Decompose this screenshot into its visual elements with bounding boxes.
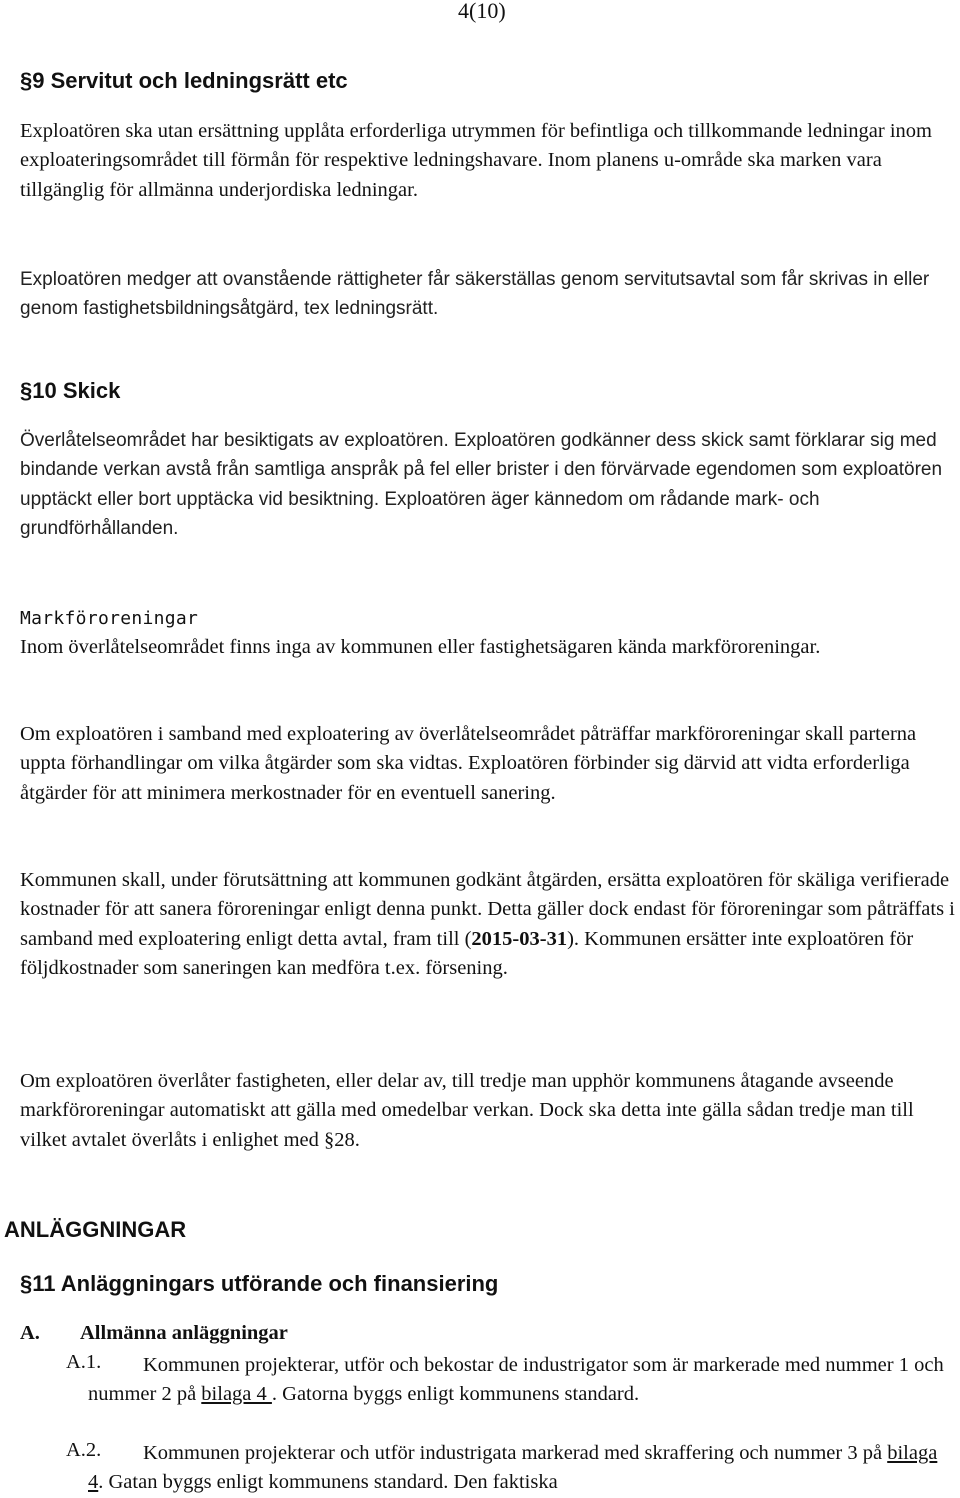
paragraph-4-text-a: Kommunen skall, under förutsättning att kommunen godkänt åtgärden, ersätta exploatören för skäliga verifierade kostnader för att sanera föroreningar enligt denna punkt. Detta gäller dock endast för föroreningar som påträffats i samband med exploatering enligt detta avtal, fram till ( <box>20 869 955 950</box>
bilaga-4-link[interactable]: bilaga 4 <box>88 1442 938 1494</box>
bilaga-4-link[interactable]: bilaga 4 <box>201 1383 272 1406</box>
section-9-paragraph-2: Exploatören medger att ovanstående rättigheter får säkerställas genom servitutsavtal som får skrivas in eller genom fastighetsbildningsåtgärd, tex ledningsrätt. <box>20 269 930 320</box>
section-10-paragraph-3: Om exploatören i samband med exploatering av överlåtelseområdet påträffar markföroreningar skall parterna uppta förhandlingar om vilka åtgärder som ska vidtas. Exploatören förbinder sig därvid att vidta erforderliga åtgärder för att minimera merkostnader för en eventuell sanering. <box>20 723 917 804</box>
section-11-heading: §11 Anläggningars utförande och finansiering <box>20 1271 499 1296</box>
item-a1-text-b: . Gatorna byggs enligt kommunens standard. <box>271 1383 640 1406</box>
section-9-paragraph-1: Exploatören ska utan ersättning upplåta erforderliga utrymmen för befintliga och tillkommande ledningar inom exploateringsområdet till förmån för respektive ledningshavare. Inom planens u-område ska marken vara tillgänglig för allmänna underjordiska ledningar. <box>20 120 932 201</box>
section-9-heading: §9 Servitut och ledningsrätt etc <box>20 68 348 93</box>
anlaggningar-heading: ANLÄGGNINGAR <box>4 1217 187 1242</box>
item-a2-number: A.2. <box>66 1439 102 1461</box>
item-a1-text-a: Kommunen projekterar, utför och bekostar de industrigator som är markerade med nummer 1 och nummer 2 på <box>88 1354 944 1406</box>
markfororeningar-subheading: Markföroreningar <box>20 608 199 629</box>
item-a2-text-b: . Gatan byggs enligt kommunens standard. Den faktiska <box>98 1471 558 1494</box>
section-10-paragraph-2: Inom överlåtelseområdet finns inga av kommunen eller fastighetsägaren kända markföroreningar. <box>20 636 821 658</box>
section-10-paragraph-5: Om exploatören överlåter fastigheten, eller delar av, till tredje man upphör kommunens åtagande avseende markföroreningar automatiskt att gälla med omedelbar verkan. Dock ska detta inte gälla sådan tredje man till vilket avtalet överlåts i enlighet med §28. <box>20 1070 914 1151</box>
section-10-heading: §10 Skick <box>20 378 121 403</box>
item-a1-text <box>88 1351 948 1410</box>
item-a2-text-a: Kommunen projekterar och utför industrigata markerad med skraffering och nummer 3 på <box>143 1442 888 1464</box>
paragraph-4-date: 2015-03-31 <box>471 927 568 950</box>
paragraph-4-text-b: ). Kommunen ersätter inte exploatören för följdkostnader som saneringen kan medföra t.ex. försening. <box>20 927 914 979</box>
section-10-paragraph-4 <box>20 866 955 983</box>
section-10-paragraph-1: Överlåtelseområdet har besiktigats av exploatören. Exploatören godkänner dess skick samt förklarar sig med bindande verkan avstå från samtliga anspråk på fel eller brister i den förvärvade egendomen som exploatören upptäckt eller bort upptäcka vid besiktning. Exploatören äger kännedom om rådande mark- och grundförhållanden. <box>20 430 943 539</box>
item-a2-text <box>88 1439 948 1498</box>
subsection-letter: A. <box>20 1322 40 1344</box>
page-number: 4(10) <box>458 0 506 23</box>
subsection-title: Allmänna anläggningar <box>80 1322 288 1344</box>
item-a1-number: A.1. <box>66 1351 102 1373</box>
